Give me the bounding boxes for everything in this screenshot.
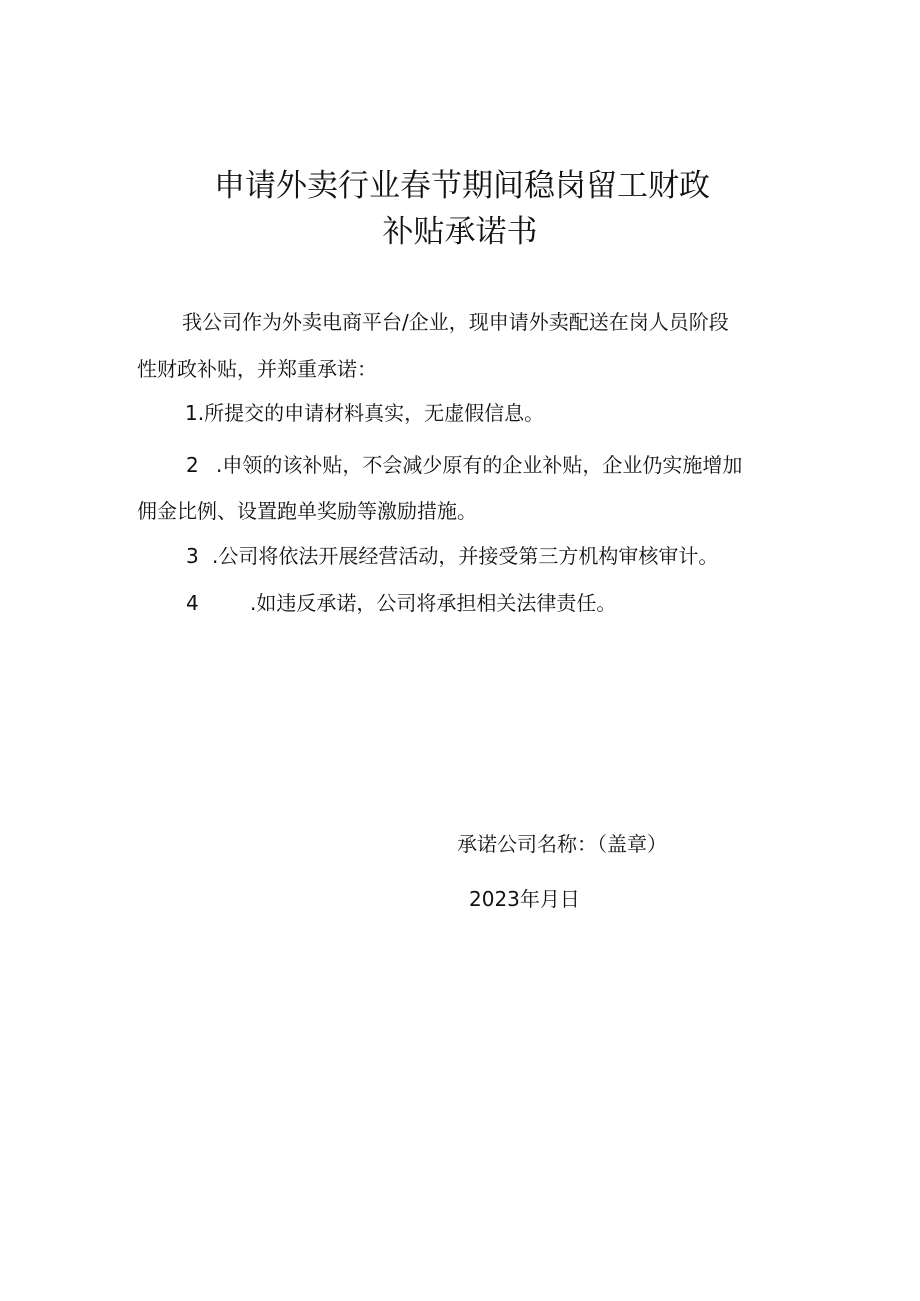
commitment-item-1: [185, 398, 544, 428]
commitment-item-3-text: .公司将依法开展经营活动，并接受第三方机构审核审计。: [212, 544, 719, 568]
commitment-item-1-number: 1: [185, 401, 198, 425]
intro-paragraph-line-2: 性财政补贴，并郑重承诺：: [137, 357, 377, 381]
commitment-item-4-text: .如违反承诺，公司将承担相关法律责任。: [250, 591, 617, 615]
commitment-item-2-text: .申领的该补贴，不会减少原有的企业补贴，企业仍实施增加: [216, 453, 743, 477]
commitment-item-1-text: .所提交的申请材料真实，无虚假信息。: [197, 401, 545, 425]
document-title-line-1: 申请外卖行业春节期间稳岗留工财政: [214, 168, 710, 204]
commitment-item-3: [186, 541, 718, 571]
commitment-item-2-continuation: 佣金比例、设置跑单奖励等激励措施。: [137, 499, 477, 523]
commitment-item-3-number: 3: [186, 544, 199, 568]
document-title-line-2: 补贴承诺书: [382, 214, 538, 250]
signature-company-label: 承诺公司名称：（盖章）: [457, 832, 667, 856]
commitment-item-2-number: 2: [186, 453, 199, 477]
intro-paragraph-line-1: 我公司作为外卖电商平台/企业，现申请外卖配送在岗人员阶段: [182, 310, 729, 334]
commitment-item-4: [186, 588, 616, 618]
commitment-item-4-number: 4: [186, 591, 199, 615]
commitment-item-2: [186, 450, 742, 480]
signature-date: 2023年月日: [469, 887, 580, 911]
